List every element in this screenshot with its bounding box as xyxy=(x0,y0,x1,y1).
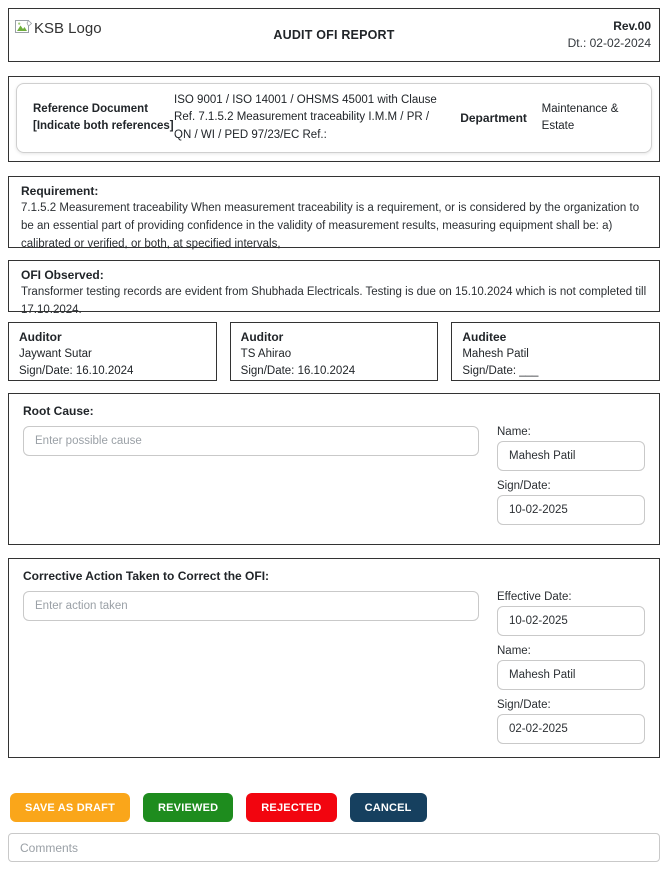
reference-card xyxy=(16,83,652,153)
page-title: AUDIT OFI REPORT xyxy=(273,28,395,42)
department-value: Maintenance & Estate xyxy=(541,102,619,132)
auditor-box-2 xyxy=(230,322,439,381)
broken-image-icon xyxy=(15,20,32,35)
reference-document-value: ISO 9001 / ISO 14001 / OHSMS 45001 with Clause Ref. 7.1.5.2 Measurement traceability I.M.M / PR / QN / WI / PED 97/23/EC Ref.: xyxy=(174,94,437,141)
action-buttons-row xyxy=(10,793,660,822)
corrective-action-input[interactable] xyxy=(23,591,479,621)
corrective-name-label: Name: xyxy=(497,645,531,657)
company-logo xyxy=(9,9,139,61)
requirement-section xyxy=(8,176,660,248)
requirement-label: Requirement: xyxy=(21,184,99,198)
effective-date-input[interactable] xyxy=(497,606,645,636)
signatory-sign-date: Sign/Date: 16.10.2024 xyxy=(19,365,134,378)
comments-section xyxy=(8,833,660,862)
root-cause-sign-date-label: Sign/Date: xyxy=(497,480,551,492)
root-cause-label: Root Cause: xyxy=(23,404,94,418)
auditee-box xyxy=(451,322,660,381)
cancel-button[interactable]: CANCEL xyxy=(350,793,427,822)
root-cause-sign-date-input[interactable] xyxy=(497,495,645,525)
corrective-sign-date-label: Sign/Date: xyxy=(497,699,551,711)
revision-label: Rev.00 xyxy=(613,19,651,33)
signatory-name: TS Ahirao xyxy=(240,348,292,361)
corrective-name-input[interactable] xyxy=(497,660,645,690)
root-cause-section xyxy=(8,393,660,545)
comments-input[interactable] xyxy=(8,833,660,862)
ofi-observed-section xyxy=(8,260,660,316)
root-cause-name-input[interactable] xyxy=(497,441,645,471)
corrective-sign-date-input[interactable] xyxy=(497,714,645,744)
signatory-role: Auditor xyxy=(19,330,62,344)
rejected-button[interactable]: REJECTED xyxy=(246,793,336,822)
ofi-observed-text: Transformer testing records are evident from Shubhada Electricals. Testing is due on 15.10.2024 which is not completed till 17.10.2024. xyxy=(21,286,647,316)
report-header xyxy=(8,8,660,62)
logo-alt-text: KSB Logo xyxy=(34,20,102,37)
signatory-sign-date: Sign/Date: ___ xyxy=(462,365,539,378)
save-as-draft-button[interactable]: SAVE AS DRAFT xyxy=(10,793,130,822)
department-label: Department xyxy=(460,111,527,125)
effective-date-label: Effective Date: xyxy=(497,591,572,603)
reference-document-label: Reference Document [Indicate both references] xyxy=(33,103,174,132)
signatory-name: Mahesh Patil xyxy=(462,348,529,361)
revision-date: Dt.: 02-02-2024 xyxy=(567,36,651,51)
signatory-role: Auditor xyxy=(240,330,284,344)
auditor-box-1 xyxy=(8,322,217,381)
reviewed-button[interactable]: REVIEWED xyxy=(143,793,233,822)
signatory-name: Jaywant Sutar xyxy=(19,348,92,361)
reference-section xyxy=(8,76,660,162)
signatory-sign-date: Sign/Date: 16.10.2024 xyxy=(240,365,356,378)
signatory-role: Auditee xyxy=(462,330,507,344)
corrective-action-label: Corrective Action Taken to Correct the OFI: xyxy=(23,569,270,583)
ofi-observed-label: OFI Observed: xyxy=(21,268,104,282)
root-cause-name-label: Name: xyxy=(497,426,531,438)
root-cause-input[interactable] xyxy=(23,426,479,456)
requirement-text: 7.1.5.2 Measurement traceability When measurement traceability is a requirement, or is considered by the organization to be an essential part of providing confidence in the validity of measurement results, measuring equipment shall be: a) calibrated or verified, or both, at specified intervals, xyxy=(21,202,640,250)
signatories-row xyxy=(8,322,660,381)
corrective-action-section xyxy=(8,558,660,758)
